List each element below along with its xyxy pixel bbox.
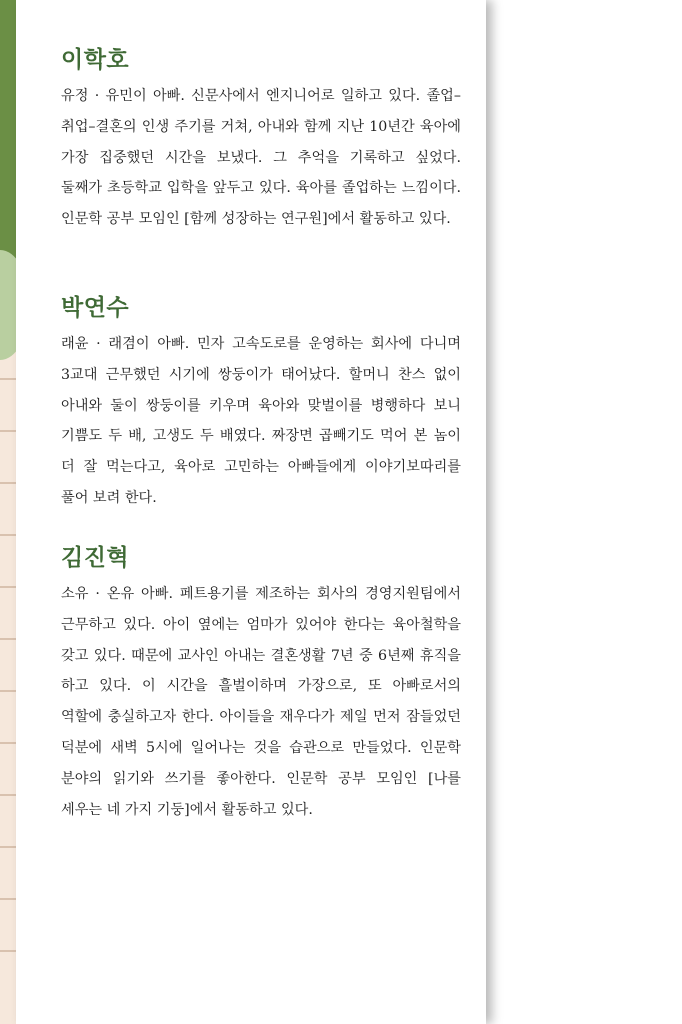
strip-line [0, 638, 16, 640]
strip-line [0, 534, 16, 536]
author-profile-park-yeonsu [61, 293, 461, 514]
author-name: 김진혁 [61, 545, 130, 571]
strip-line [0, 586, 16, 588]
author-name: 이학호 [61, 47, 130, 73]
green-band [0, 0, 16, 262]
strip-line [0, 794, 16, 796]
author-profile-lee-hakho [61, 45, 461, 235]
strip-line [0, 898, 16, 900]
author-profile-kim-jinhyeok [61, 543, 461, 825]
strip-line [0, 378, 16, 380]
author-bio: 래윤 · 래겸이 아빠. 민자 고속도로를 운영하는 회사에 다니며 3교대 근무했던 시기에 쌍둥이가 태어났다. 할머니 찬스 없이 아내와 둘이 쌍둥이를 키우며 육아와 맞벌이를 병행하다 보니 기쁨도 두 배, 고생도 두 배였다. 짜장면 곱빼기도 먹어 본 놈이 더 잘 먹는다고, 육아로 고민하는 아빠들에게 이야기보따리를 풀어 보려 한다. [61, 336, 461, 506]
strip-line [0, 430, 16, 432]
strip-line [0, 482, 16, 484]
strip-line [0, 690, 16, 692]
decorative-left-strip [0, 0, 16, 1024]
strip-line [0, 742, 16, 744]
author-bio: 유정 · 유민이 아빠. 신문사에서 엔지니어로 일하고 있다. 졸업–취업–결혼의 인생 주기를 거쳐, 아내와 함께 지난 10년간 육아에 가장 집중했던 시간을 보냈다. 그 추억을 기록하고 싶었다. 둘째가 초등학교 입학을 앞두고 있다. 육아를 졸업하는 느낌이다. 인문학 공부 모임인 [함께 성장하는 연구원]에서 활동하고 있다. [61, 88, 461, 228]
strip-line [0, 846, 16, 848]
author-bio: 소유 · 온유 아빠. 페트용기를 제조하는 회사의 경영지원팀에서 근무하고 있다. 아이 옆에는 엄마가 있어야 한다는 육아철학을 갖고 있다. 때문에 교사인 아내는 결혼생활 7년 중 6년째 휴직을 하고 있다. 이 시간을 흘벌이하며 가장으로, 또 아빠로서의 역할에 충실하고자 한다. 아이들을 재우다가 제일 먼저 잠들었던 덕분에 새벽 5시에 일어나는 것을 습관으로 만들었다. 인문학 분야의 읽기와 쓰기를 좋아한다. 인문학 공부 모임인 [나를 세우는 네 가지 기둥]에서 활동하고 있다. [61, 586, 461, 818]
author-name: 박연수 [61, 295, 130, 321]
book-page [16, 0, 486, 1024]
strip-line [0, 950, 16, 952]
leaf-decoration [0, 250, 16, 360]
